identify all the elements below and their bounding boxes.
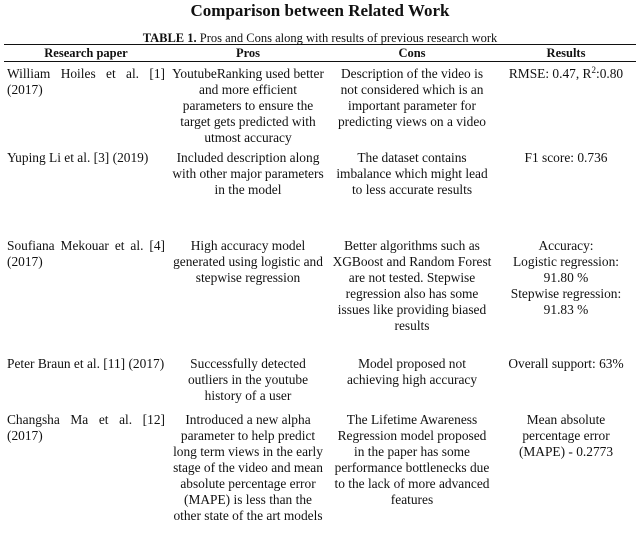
cell-cons: Better algorithms such as XGBoost and Random Forest are not tested. Stepwise regression also has some issues like providing biased results — [332, 238, 492, 333]
column-header-cons: Cons — [328, 45, 496, 62]
table-row — [4, 356, 636, 412]
results-line: Accuracy: — [538, 238, 594, 253]
cell-pros: High accuracy model generated using logistic and stepwise regression — [173, 238, 323, 285]
cell-pros: YoutubeRanking used better and more efficient parameters to ensure the target gets predicted with utmost accuracy — [172, 66, 324, 145]
table-row — [4, 150, 636, 238]
table-caption-label: TABLE 1. — [142, 31, 197, 45]
table-caption-text: Pros and Cons along with results of previous research work — [196, 31, 498, 45]
cell-research-paper: Yuping Li et al. [3] (2019) — [7, 150, 149, 165]
cell-pros: Successfully detected outliers in the youtube history of a user — [187, 356, 309, 403]
cell-cons: Model proposed not achieving high accuracy — [346, 356, 478, 387]
cell-cons: Description of the video is not considered which is an important parameter for predicting views on a video — [337, 66, 486, 129]
table-row — [4, 238, 636, 356]
results-superscript: 2 — [591, 65, 596, 75]
cell-research-paper: Soufiana Mekouar et al. [4] (2017) — [7, 238, 165, 269]
cell-results — [496, 238, 636, 356]
table-header-row — [4, 45, 636, 62]
results-line: Logistic regression: 91.80 % — [513, 254, 619, 285]
cell-research-paper: Peter Braun et al. [11] (2017) — [7, 356, 165, 371]
column-header-research-paper: Research paper — [4, 45, 168, 62]
cell-pros: Introduced a new alpha parameter to help predict long term views in the early stage of the video and mean absolute percentage error (MAPE) is less than the other state of the art models — [173, 412, 323, 523]
results-text-suffix: :0.80 — [595, 66, 624, 81]
section-heading: Comparison between Related Work — [190, 1, 450, 20]
comparison-table — [4, 44, 636, 542]
cell-pros: Included description along with other major parameters in the model — [172, 150, 324, 197]
table-row — [4, 412, 636, 542]
column-header-results: Results — [496, 45, 636, 62]
cell-results: F1 score: 0.736 — [524, 150, 608, 165]
results-line: Stepwise regression: 91.83 % — [510, 286, 622, 317]
column-header-pros: Pros — [168, 45, 328, 62]
cell-research-paper: Changsha Ma et al. [12] (2017) — [7, 412, 165, 443]
cell-research-paper: William Hoiles et al. [1] (2017) — [7, 66, 165, 97]
cell-cons: The dataset contains imbalance which might lead to less accurate results — [336, 150, 488, 197]
table-row — [4, 62, 636, 151]
cell-cons: The Lifetime Awareness Regression model proposed in the paper has some performance bottlenecks due to the lack of more advanced features — [334, 412, 490, 507]
cell-results: Overall support: 63% — [508, 356, 624, 371]
cell-results: Mean absolute percentage error (MAPE) - 0.2773 — [518, 412, 614, 459]
results-text: RMSE: 0.47, R — [508, 66, 592, 81]
cell-results — [496, 62, 636, 151]
